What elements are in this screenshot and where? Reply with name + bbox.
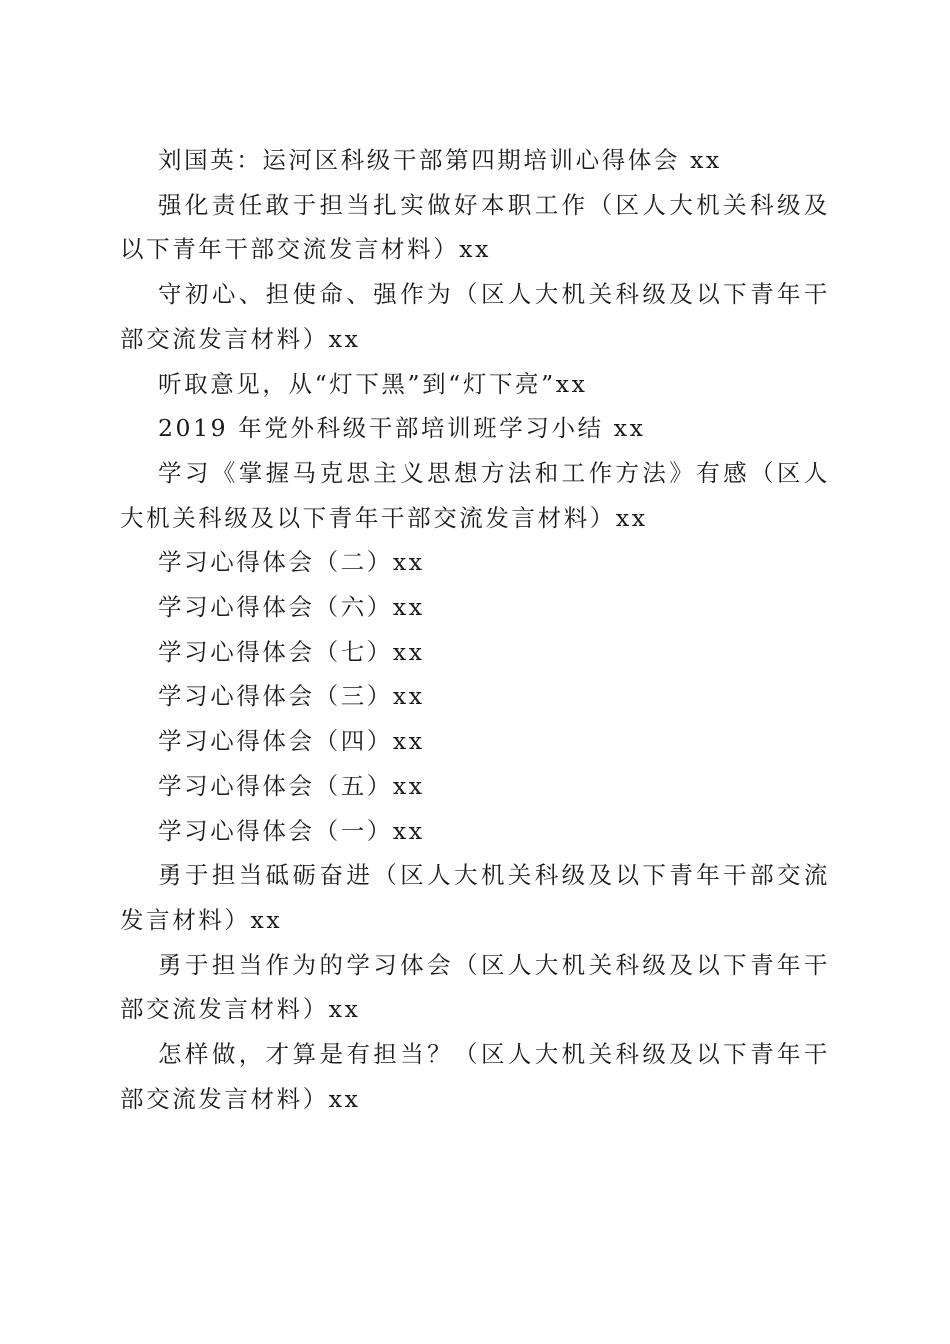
list-item: 勇于担当砥砺奋进（区人大机关科级及以下青年干部交流发言材料）xx	[120, 861, 830, 934]
list-item: 守初心、担使命、强作为（区人大机关科级及以下青年干部交流发言材料）xx	[120, 280, 830, 353]
list-item: 学习《掌握马克思主义思想方法和工作方法》有感（区人大机关科级及以下青年干部交流发言材料）xx	[120, 458, 830, 532]
list-item: 学习心得体会（七）xx	[158, 637, 425, 666]
document-body	[120, 138, 830, 1121]
list-item: 怎样做，才算是有担当？（区人大机关科级及以下青年干部交流发言材料）xx	[120, 1040, 830, 1113]
list-item: 刘国英：运河区科级干部第四期培训心得体会 xx	[158, 146, 722, 174]
list-item: 强化责任敢于担当扎实做好本职工作（区人大机关科级及以下青年干部交流发言材料）xx	[120, 190, 830, 264]
list-item: 2019 年党外科级干部培训班学习小结 xx	[158, 414, 646, 443]
list-item: 学习心得体会（二）xx	[158, 548, 425, 577]
list-item: 学习心得体会（四）xx	[158, 727, 425, 756]
list-item: 学习心得体会（六）xx	[158, 593, 425, 622]
list-item: 听取意见，从“灯下黑”到“灯下亮”xx	[158, 369, 588, 398]
list-item: 学习心得体会（一）xx	[158, 816, 425, 845]
list-item: 学习心得体会（三）xx	[158, 682, 425, 711]
list-item: 勇于担当作为的学习体会（区人大机关科级及以下青年干部交流发言材料）xx	[120, 950, 830, 1024]
list-item: 学习心得体会（五）xx	[158, 771, 425, 800]
